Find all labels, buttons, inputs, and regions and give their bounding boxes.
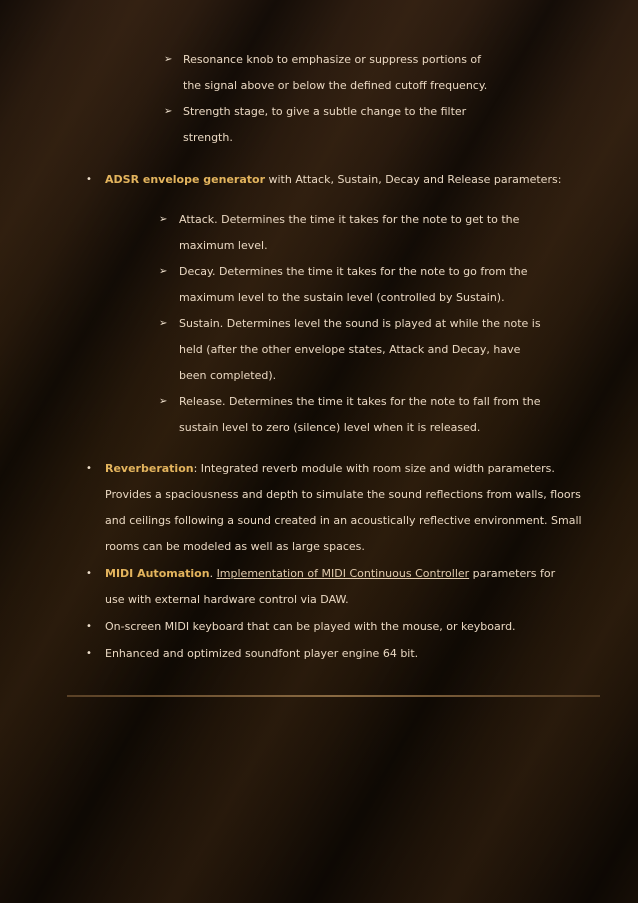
midi-cc-link[interactable]: Implementation of MIDI Continuous Controller	[216, 567, 470, 580]
midi-title: MIDI Automation	[105, 567, 210, 580]
midi-line-1	[105, 567, 555, 581]
footer-divider	[67, 695, 600, 697]
reverb-line-4: rooms can be modeled as well as large spaces.	[105, 540, 365, 553]
arrow-bullet-icon: ➢	[159, 266, 168, 277]
decay-line-1: Decay. Determines the time it takes for the note to go from the	[179, 265, 528, 278]
release-line-2: sustain level to zero (silence) level when it is released.	[179, 421, 481, 434]
reverb-line-3: and ceilings following a sound created in an acoustically reflective environment. Small	[105, 514, 582, 527]
bullet-icon: •	[86, 621, 92, 632]
arrow-bullet-icon: ➢	[164, 54, 173, 65]
decay-line-2: maximum level to the sustain level (controlled by Sustain).	[179, 291, 505, 304]
bullet-icon: •	[86, 174, 92, 185]
midi-text-rest: parameters for	[469, 567, 556, 580]
resonance-line-1: Resonance knob to emphasize or suppress portions of	[183, 53, 482, 66]
reverb-title: Reverberation	[105, 462, 194, 475]
adsr-heading	[105, 173, 561, 187]
keyboard-line: On-screen MIDI keyboard that can be played with the mouse, or keyboard.	[105, 620, 516, 633]
sustain-line-3: been completed).	[179, 369, 277, 382]
strength-line-1: Strength stage, to give a subtle change to the filter	[183, 105, 467, 118]
bullet-icon: •	[86, 568, 92, 579]
engine-line: Enhanced and optimized soundfont player engine 64 bit.	[105, 647, 419, 660]
sustain-line-2: held (after the other envelope states, Attack and Decay, have	[179, 343, 521, 356]
attack-line-2: maximum level.	[179, 239, 268, 252]
resonance-line-2: the signal above or below the defined cutoff frequency.	[183, 79, 488, 92]
release-line-1: Release. Determines the time it takes for the note to fall from the	[179, 395, 541, 408]
strength-line-2: strength.	[183, 131, 233, 144]
arrow-bullet-icon: ➢	[159, 214, 168, 225]
arrow-bullet-icon: ➢	[159, 318, 168, 329]
reverb-line-1	[105, 462, 555, 476]
midi-line-2: use with external hardware control via DAW.	[105, 593, 349, 606]
bullet-icon: •	[86, 463, 92, 474]
midi-separator: .	[209, 567, 217, 580]
reverb-line-2: Provides a spaciousness and depth to simulate the sound reflections from walls, floors	[105, 488, 581, 501]
attack-line-1: Attack. Determines the time it takes for the note to get to the	[179, 213, 520, 226]
adsr-title: ADSR envelope generator	[105, 173, 265, 186]
arrow-bullet-icon: ➢	[164, 106, 173, 117]
sustain-line-1: Sustain. Determines level the sound is played at while the note is	[179, 317, 541, 330]
arrow-bullet-icon: ➢	[159, 396, 168, 407]
adsr-description: with Attack, Sustain, Decay and Release parameters:	[265, 173, 562, 186]
reverb-text-1: : Integrated reverb module with room size and width parameters.	[193, 462, 555, 475]
bullet-icon: •	[86, 648, 92, 659]
